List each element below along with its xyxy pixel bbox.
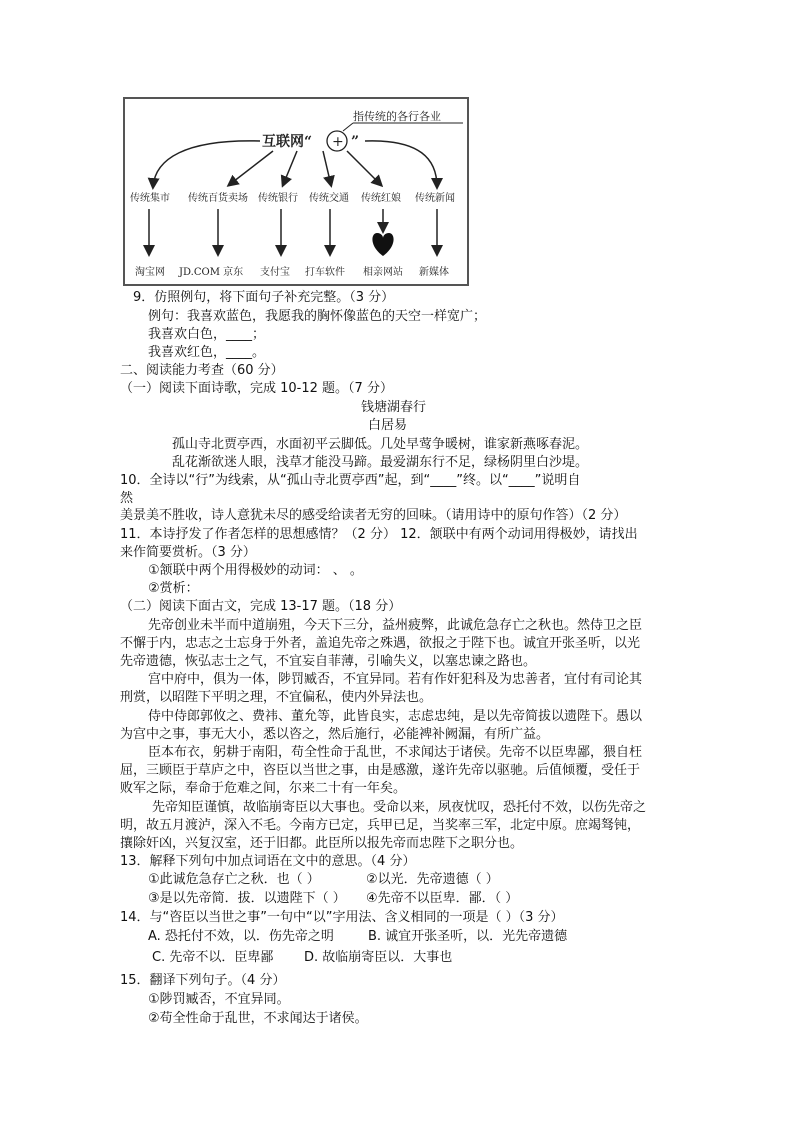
q14-title: 14．与“咨臣以当世之事”一句中“以”字用法、含义相同的一项是（ ）（3 分） xyxy=(120,910,564,925)
q13-d: ④先帝不以臣卑．鄙．（ ） xyxy=(366,891,519,906)
trad-market: 传统集市 xyxy=(130,193,170,204)
plus-sign: + xyxy=(332,134,344,150)
trad-matchmaker: 传统红娘 xyxy=(361,193,401,204)
passage-line: 明，故五月渡泸，深入不毛。今南方已定，兵甲已足，当奖率三军，北定中原。庶竭驽钝， xyxy=(120,818,641,833)
section2-heading: 二、阅读能力考查（60 分） xyxy=(120,363,284,378)
poem-author: 白居易 xyxy=(368,418,408,433)
passage-line: 不懈于内，忠志之士忘身于外者，盖追先帝之殊遇，欲报之于陛下也。诚宜开张圣听，以光 xyxy=(120,636,641,651)
net-jd: JD.COM 京东 xyxy=(179,267,244,278)
arrow-to-mall xyxy=(229,151,273,185)
q12-sub2: ②赏析： xyxy=(148,581,199,596)
passage-line: 侍中侍郎郭攸之、费祎、董允等，此皆良实，志虑忠纯，是以先帝简拔以遗陛下。愚以 xyxy=(148,709,643,724)
net-taxi: 打车软件 xyxy=(305,267,345,278)
passage-line: 先帝知臣谨慎，故临崩寄臣以大事也。受命以来，夙夜忧叹，恐托付不效，以伤先帝之 xyxy=(152,800,647,815)
part2-heading: （二）阅读下面古文，完成 13-17 题。（18 分） xyxy=(120,599,402,614)
passage-line: 攘除奸凶，兴复汉室，还于旧都。此臣所以报先帝而忠陛下之职分也。 xyxy=(120,836,524,851)
q14-option-d: D. 故临崩寄臣以．大事也 xyxy=(304,950,453,965)
q14-option-c: C. 先帝不以．臣卑鄙 xyxy=(152,950,274,965)
trad-bank: 传统银行 xyxy=(258,193,298,204)
q15-b: ②苟全性命于乱世，不求闻达于诸侯。 xyxy=(148,1011,368,1026)
q15-a: ①陟罚臧否，不宜异同。 xyxy=(148,992,290,1007)
part1-heading: （一）阅读下面诗歌，完成 10-12 题。（7 分） xyxy=(120,381,393,396)
q14-option-a: A. 恐托付不效，以．伤先帝之明 xyxy=(148,929,334,944)
q10-line1: 10．全诗以“行”为线索，从“孤山寺北贾亭西”起，到“____”终。以“____”说明自 xyxy=(120,473,581,488)
q13-b: ②以光．先帝遗德（ ） xyxy=(366,872,499,887)
q9-title: 9．仿照例句，将下面句子补充完整。（3 分） xyxy=(133,290,395,305)
net-taobao: 淘宝网 xyxy=(135,267,165,278)
net-newmedia: 新媒体 xyxy=(419,267,449,278)
q9-example: 例句：我喜欢蓝色，我愿我的胸怀像蓝色的天空一样宽广； xyxy=(148,309,487,324)
net-alipay: 支付宝 xyxy=(260,267,290,278)
q13-c: ③是以先帝简．拔．以遗陛下（ ） xyxy=(148,891,346,906)
passage-line: 先帝遗德，恢弘志士之气，不宜妄自菲薄，引喻失义，以塞忠谏之路也。 xyxy=(120,654,537,669)
q11-line2: 来作简要赏析。（3 分） xyxy=(120,545,256,560)
annotation-pointer xyxy=(343,123,353,131)
q10-line2: 然 xyxy=(120,491,134,506)
q10-line3: 美景美不胜收，诗人意犹未尽的感受给读者无穷的回味。（请用诗中的原句作答）（2 分） xyxy=(120,508,627,523)
arrow-to-bank xyxy=(283,151,297,185)
arrow-to-matchmaker xyxy=(347,151,381,185)
passage-line: 败军之际，奉命于危难之间，尔来二十有一年矣。 xyxy=(120,781,407,796)
trad-mall: 传统百货卖场 xyxy=(188,193,248,204)
poem-line1: 孤山寺北贾亭西，水面初平云脚低。几处早莺争暖树，谁家新燕啄春泥。 xyxy=(172,437,589,452)
q13-a: ①此诚危急存亡之秋．也（ ） xyxy=(148,872,320,887)
poem-title: 钱塘湖春行 xyxy=(361,400,427,415)
diagram-svg xyxy=(125,99,471,288)
trad-news: 传统新闻 xyxy=(415,193,455,204)
q9-line1: 我喜欢白色，____； xyxy=(148,327,266,342)
trad-transport: 传统交通 xyxy=(309,193,349,204)
q11-line1: 11．本诗抒发了作者怎样的思想感情？（2 分） 12．颔联中有两个动词用得极妙，请找出 xyxy=(120,527,638,542)
net-dating: 相亲网站 xyxy=(363,267,403,278)
q12-sub1: ①颔联中两个用得极妙的动词： 、 。 xyxy=(148,563,363,578)
q15-title: 15．翻译下列句子。（4 分） xyxy=(120,973,286,988)
heart-icon xyxy=(372,233,393,256)
internet-plus-diagram xyxy=(123,97,469,286)
q9-line2: 我喜欢红色，____。 xyxy=(148,345,266,360)
passage-line: 先帝创业未半而中道崩殂，今天下三分，益州疲弊，此诚危急存亡之秋也。然侍卫之臣 xyxy=(148,618,643,633)
q14-option-b: B. 诚宜开张圣听，以．光先帝遗德 xyxy=(368,929,568,944)
close-quote: ” xyxy=(351,134,360,150)
passage-line: 宫中府中，俱为一体，陟罚臧否，不宜异同。若有作奸犯科及为忠善者，宜付有司论其 xyxy=(148,672,643,687)
arrow-to-transport xyxy=(323,151,331,185)
passage-line: 臣本布衣，躬耕于南阳，苟全性命于乱世，不求闻达于诸侯。先帝不以臣卑鄙，猥自枉 xyxy=(148,745,643,760)
passage-line: 刑赏，以昭陛下平明之理，不宜偏私，使内外异法也。 xyxy=(120,690,433,705)
passage-line: 屈，三顾臣于草庐之中，咨臣以当世之事，由是感激，遂许先帝以驱驰。后值倾覆，受任于 xyxy=(120,763,641,778)
annotation-label: 指传统的各行各业 xyxy=(353,110,441,123)
poem-line2: 乱花渐欲迷人眼，浅草才能没马蹄。最爱湖东行不足，绿杨阴里白沙堤。 xyxy=(172,455,589,470)
passage-line: 为宫中之事，事无大小，悉以咨之，然后施行，必能裨补阙漏，有所广益。 xyxy=(120,727,550,742)
center-label: 互联网“ xyxy=(262,134,313,150)
arrow-to-market xyxy=(153,141,260,187)
q13-title: 13．解释下列句中加点词语在文中的意思。（4 分） xyxy=(120,854,416,869)
